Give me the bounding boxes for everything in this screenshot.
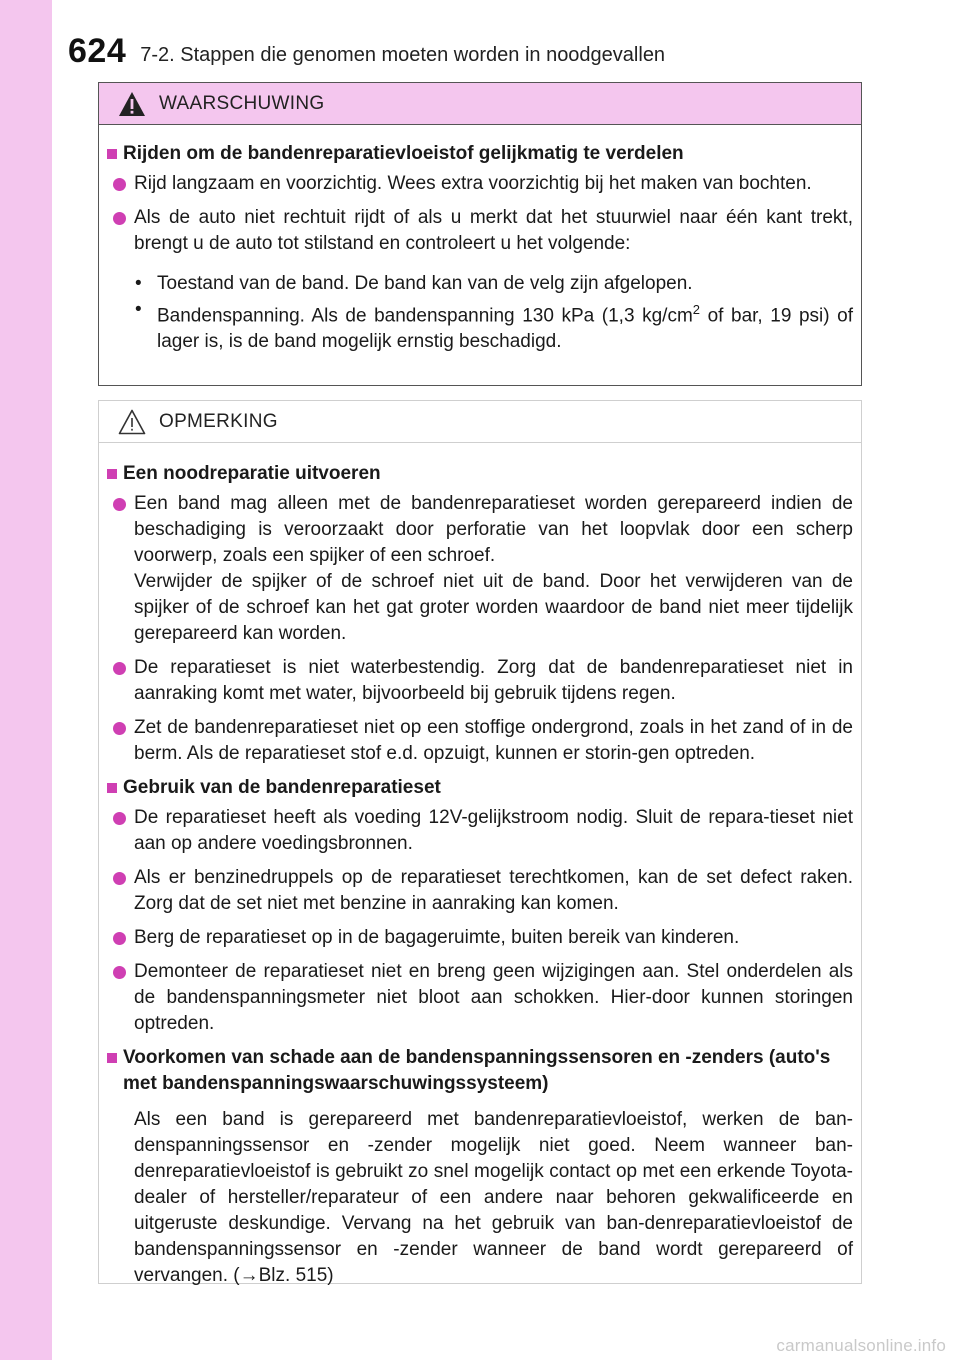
side-color-bar xyxy=(0,0,52,1360)
superscript: 2 xyxy=(692,302,701,317)
warning-content xyxy=(99,125,861,355)
square-bullet-icon xyxy=(107,469,117,479)
sub-list-item-text: Toestand van de band. De band kan van de velg zijn afgelopen. xyxy=(157,273,693,294)
note-heading-text: Gebruik van de bandenreparatieset xyxy=(123,777,441,798)
page-header xyxy=(68,20,665,68)
warning-title: WAARSCHUWING xyxy=(159,92,325,114)
round-bullet-icon xyxy=(113,662,126,675)
list-item xyxy=(107,655,853,707)
list-item-text: Zet de bandenreparatieset niet op een stoffige ondergrond, zoals in het zand of in de berm. Als de reparatieset stof e.d. opzuigt, kunnen er storin-gen optreden. xyxy=(134,717,853,764)
note-box xyxy=(98,400,862,1284)
round-bullet-icon xyxy=(113,812,126,825)
square-bullet-icon xyxy=(107,783,117,793)
warning-header xyxy=(99,83,861,125)
list-item xyxy=(107,205,853,257)
note-heading xyxy=(107,1045,853,1097)
round-bullet-icon xyxy=(113,966,126,979)
list-item-text-continued: Verwijder de spijker of de schroef niet uit de band. Door het verwijderen van de spijker of de schroef kan het gat groter worden waardoor de band niet meer tijdelijk gerepareerd kan worden. xyxy=(134,571,853,644)
list-item-text: Berg de reparatieset op in de bagageruimte, buiten bereik van kinderen. xyxy=(134,927,740,948)
list-item xyxy=(107,925,853,951)
warning-heading xyxy=(107,141,853,167)
note-heading-text: Voorkomen van schade aan de bandenspanningssensoren en -zenders (auto's met bandenspanningswaarschuwingssysteem) xyxy=(123,1047,831,1094)
square-bullet-icon xyxy=(107,1053,117,1063)
sub-bullet: • xyxy=(135,273,142,294)
note-title: OPMERKING xyxy=(159,410,278,432)
list-item-text: Demonteer de reparatieset niet en breng geen wijzigingen aan. Stel onderdelen als de bandenspanningsmeter niet bloot aan schokken. Hier-door kunnen storingen optreden. xyxy=(134,961,853,1034)
round-bullet-icon xyxy=(113,872,126,885)
section-title: 7-2. Stappen die genomen moeten worden in noodgevallen xyxy=(140,44,666,66)
list-item xyxy=(107,805,853,857)
round-bullet-icon xyxy=(113,498,126,511)
note-heading xyxy=(107,775,853,801)
sub-list-item xyxy=(107,271,853,297)
sub-list-item xyxy=(107,297,853,355)
sub-bullet: • xyxy=(135,299,142,320)
round-bullet-icon xyxy=(113,212,126,225)
caution-triangle-icon xyxy=(117,408,147,436)
note-paragraph: Als een band is gerepareerd met bandenreparatievloeistof, werken de ban-denspanningssensor en -zender mogelijk niet goed. Neem wanneer ban-denreparatievloeistof is gebruikt zo snel mogelijk contact op met een erkende Toyota-dealer of hersteller/reparateur of een andere naar behoren gekwalificeerde en uitgeruste deskundige. Vervang na het gebruik van ban-denreparatievloeistof de bandenspanningssensor en -zender wanneer de band wordt gerepareerd of vervangen. (→Blz. 515) xyxy=(134,1109,853,1286)
sub-list-item-text: Bandenspanning. Als de bandenspanning 130 kPa (1,3 $kg/cm^2$ of bar, 19 psi) of lager is, is de band mogelijk ernstig beschadigd. xyxy=(157,302,854,353)
round-bullet-icon xyxy=(113,178,126,191)
list-item xyxy=(107,865,853,917)
list-item xyxy=(107,491,853,647)
round-bullet-icon xyxy=(113,722,126,735)
warning-box xyxy=(98,82,862,386)
page-number: 624 xyxy=(68,32,127,70)
list-item-text: Als de auto niet rechtuit rijdt of als u merkt dat het stuurwiel naar één kant trekt, brengt u de auto tot stilstand en controleert u het volgende: xyxy=(134,207,853,254)
watermark: carmanualsonline.info xyxy=(776,1336,946,1355)
round-bullet-icon xyxy=(113,932,126,945)
list-item-text: Als er benzinedruppels op de reparatieset terechtkomen, kan de set defect raken. Zorg dat de set niet met benzine in aanraking kan komen. xyxy=(134,867,853,914)
note-content xyxy=(99,443,861,1289)
list-item-text: Rijd langzaam en voorzichtig. Wees extra voorzichtig bij het maken van bochten. xyxy=(134,173,812,194)
list-item xyxy=(107,171,853,197)
list-item-text: De reparatieset is niet waterbestendig. Zorg dat de bandenreparatieset niet in aanraking komt met water, bijvoorbeeld bij gebruik tijdens regen. xyxy=(134,657,853,704)
square-bullet-icon xyxy=(107,149,117,159)
list-item-text: De reparatieset heeft als voeding 12V-gelijkstroom nodig. Sluit de repara-tieset niet aan op andere voedingsbronnen. xyxy=(134,807,853,854)
note-heading-text: Een noodreparatie uitvoeren xyxy=(123,463,381,484)
note-heading xyxy=(107,461,853,487)
warning-heading-text: Rijden om de bandenreparatievloeistof gelijkmatig te verdelen xyxy=(123,143,684,164)
list-item xyxy=(107,959,853,1037)
list-item-text: Een band mag alleen met de bandenreparatieset worden gerepareerd indien de beschadiging is veroorzaakt door perforatie van het loopvlak door een scherp voorwerp, zoals een spijker of een schroef. xyxy=(134,493,853,566)
list-item xyxy=(107,715,853,767)
warning-triangle-icon xyxy=(117,90,147,118)
note-header xyxy=(99,401,861,443)
